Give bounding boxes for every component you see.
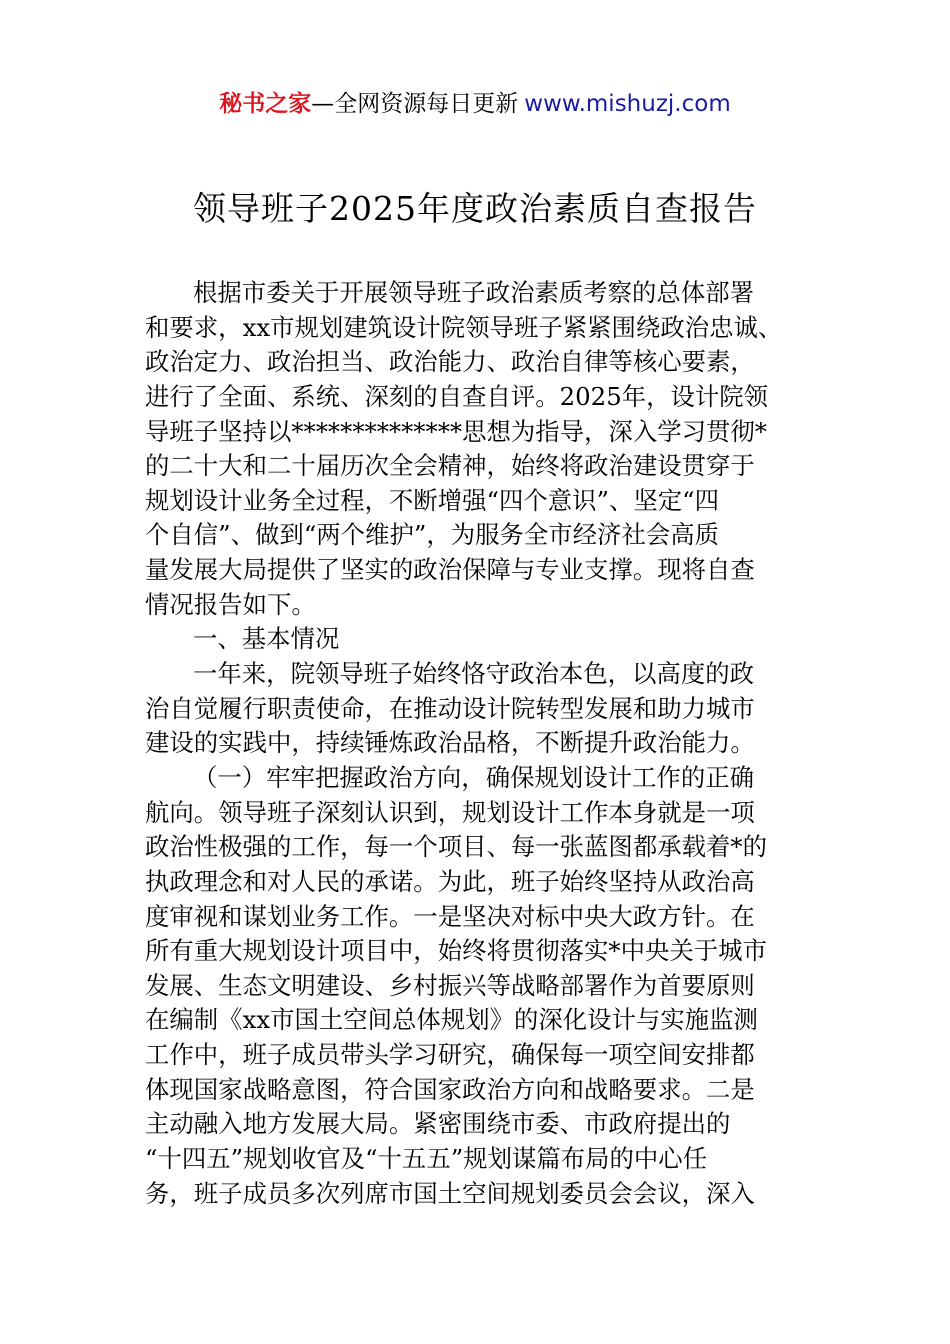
body-line: 航向。领导班子深刻认识到，规划设计工作本身就是一项 bbox=[145, 797, 755, 827]
body-line: 规划设计业务全过程，不断增强“四个意识”、坚定“四 bbox=[145, 485, 720, 515]
body-line: 度审视和谋划业务工作。一是坚决对标中央大政方针。在 bbox=[145, 901, 755, 931]
document-title: 领导班子2025年度政治素质自查报告 bbox=[193, 189, 757, 228]
body-line: 体现国家战略意图，符合国家政治方向和战略要求。二是 bbox=[145, 1074, 755, 1104]
body-line: 政治性极强的工作，每一个项目、每一张蓝图都承载着*的 bbox=[145, 832, 767, 862]
body-line: 所有重大规划设计项目中，始终将贯彻落实*中央关于城市 bbox=[145, 936, 767, 966]
body-line: 个自信”、做到“两个维护”，为服务全市经济社会高质 bbox=[145, 520, 720, 550]
body-line: 主动融入地方发展大局。紧密围绕市委、市政府提出的 bbox=[145, 1109, 731, 1139]
site-header bbox=[0, 86, 950, 122]
header-dash: — bbox=[311, 91, 335, 117]
body-line: 量发展大局提供了坚实的政治保障与专业支撑。现将自查 bbox=[145, 555, 755, 585]
brand-name: 秘书之家 bbox=[219, 91, 312, 117]
site-url[interactable]: www.mishuzj.com bbox=[524, 91, 731, 117]
body-line: 执政理念和对人民的承诺。为此，班子始终坚持从政治高 bbox=[145, 866, 755, 896]
body-line: 发展、生态文明建设、乡村振兴等战略部署作为首要原则 bbox=[145, 970, 755, 1000]
section-heading: 一、基本情况 bbox=[193, 624, 340, 654]
body-line: 导班子坚持以**************思想为指导，深入学习贯彻* bbox=[145, 416, 767, 446]
body-line: 工作中，班子成员带头学习研究，确保每一项空间安排都 bbox=[145, 1040, 755, 1070]
body-line: 进行了全面、系统、深刻的自查自评。2025年，设计院领 bbox=[145, 381, 769, 411]
body-line: 和要求，xx市规划建筑设计院领导班子紧紧围绕政治忠诚、 bbox=[145, 312, 783, 342]
document-body bbox=[145, 276, 835, 1211]
body-line: 一年来，院领导班子始终恪守政治本色，以高度的政 bbox=[193, 659, 754, 689]
subsection-heading: （一）牢牢把握政治方向，确保规划设计工作的正确 bbox=[193, 762, 754, 792]
body-line: 在编制《xx市国土空间总体规划》的深化设计与实施监测 bbox=[145, 1005, 758, 1035]
body-line: 治自觉履行职责使命，在推动设计院转型发展和助力城市 bbox=[145, 693, 755, 723]
body-line: 的二十大和二十届历次全会精神，始终将政治建设贯穿于 bbox=[145, 451, 755, 481]
body-line: “十四五”规划收官及“十五五”规划谋篇布局的中心任 bbox=[145, 1144, 708, 1174]
body-line: 情况报告如下。 bbox=[145, 589, 316, 619]
header-tagline: 全网资源每日更新 bbox=[334, 91, 519, 117]
body-line: 政治定力、政治担当、政治能力、政治自律等核心要素， bbox=[145, 347, 755, 377]
body-line: 务，班子成员多次列席市国土空间规划委员会会议，深入 bbox=[145, 1178, 755, 1208]
body-line: 根据市委关于开展领导班子政治素质考察的总体部署 bbox=[193, 278, 754, 307]
body-line: 建设的实践中，持续锤炼政治品格，不断提升政治能力。 bbox=[145, 728, 755, 758]
